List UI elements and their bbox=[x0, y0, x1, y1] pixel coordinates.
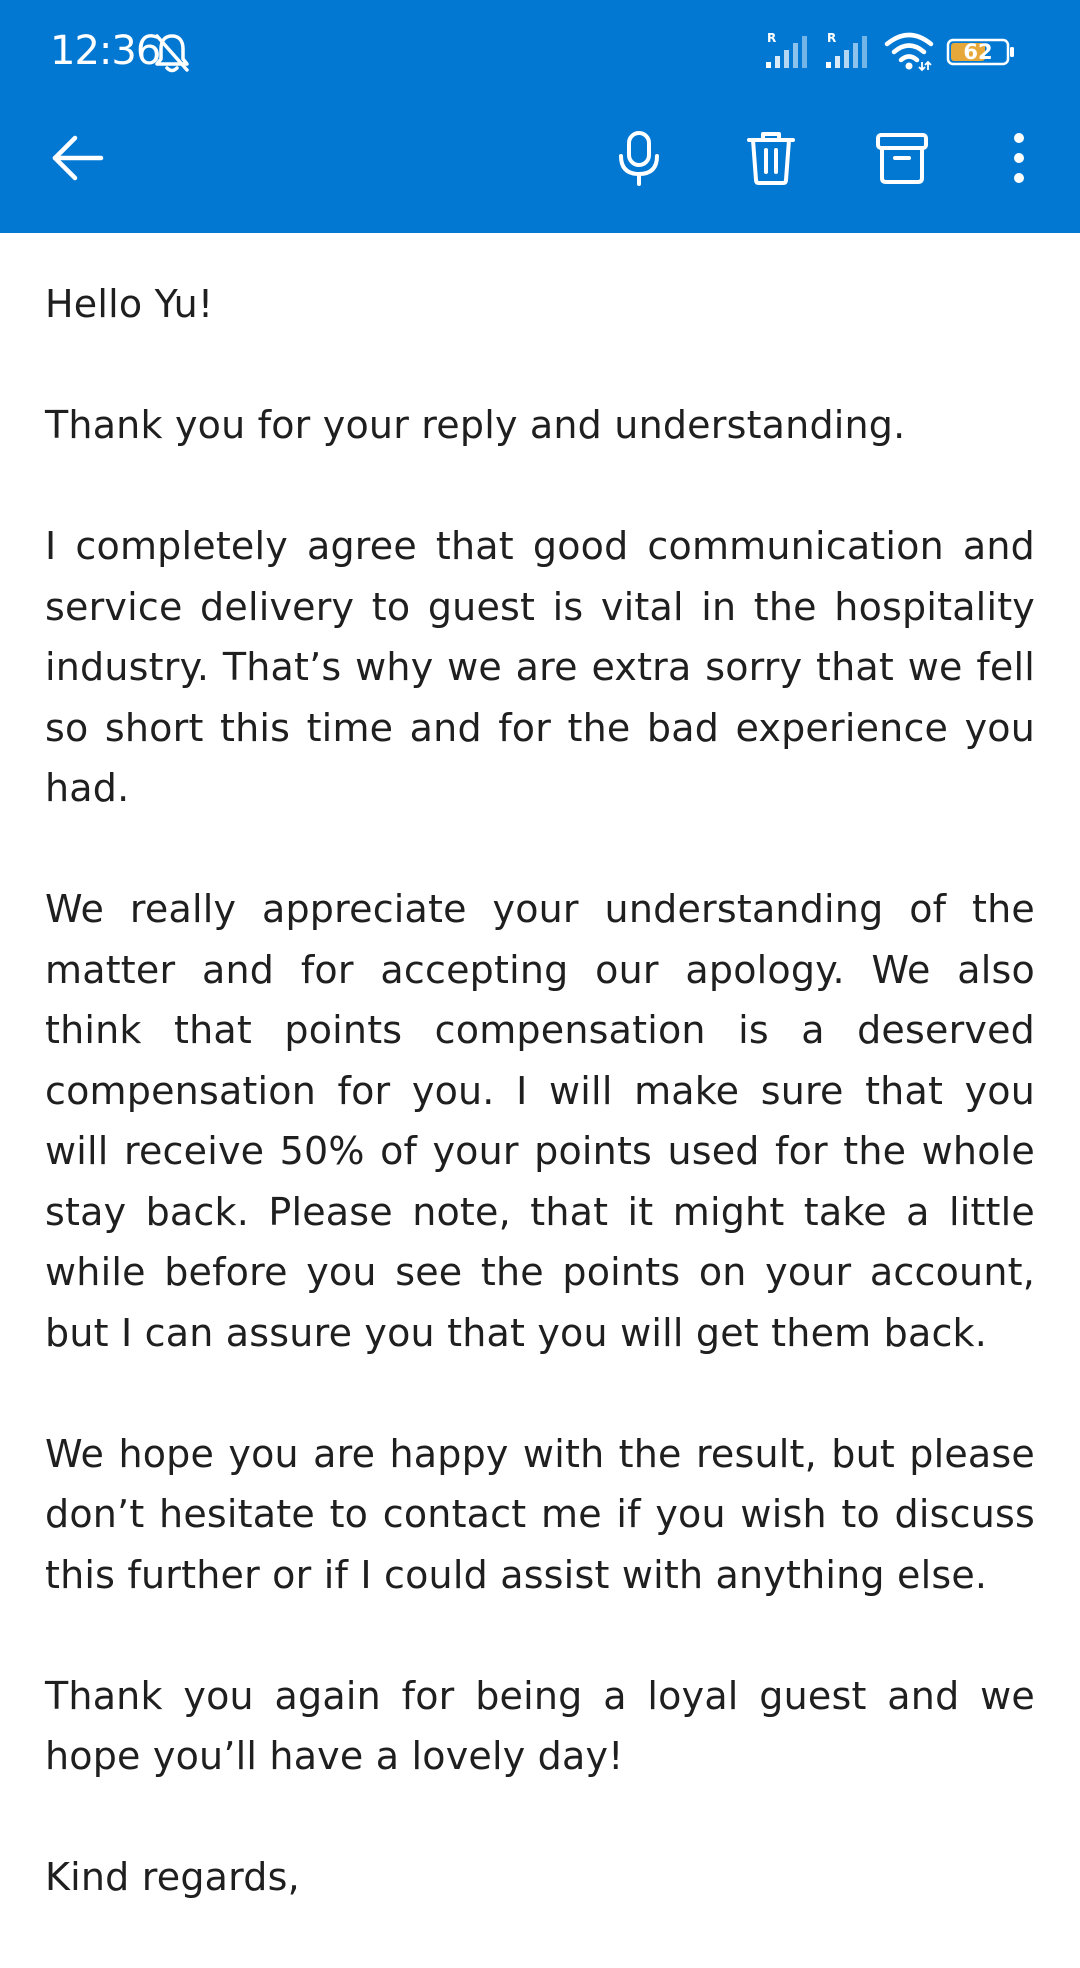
signal-roaming-icon bbox=[824, 30, 874, 70]
battery-level: 62 bbox=[963, 40, 993, 64]
trash-icon bbox=[741, 128, 801, 188]
microphone-icon bbox=[609, 128, 669, 188]
arrow-left-icon bbox=[47, 128, 107, 188]
email-closing: Kind regards, bbox=[45, 1855, 300, 1899]
back-button[interactable] bbox=[37, 118, 117, 198]
signal-roaming-icon bbox=[764, 30, 814, 70]
status-bar bbox=[0, 0, 1080, 105]
email-paragraph: I completely agree that good communication and service delivery to guest is vital in the hospitality industry. That’s why we are extra sorry that we fell so short this time and for the bad experience you had. bbox=[45, 524, 1035, 810]
email-paragraph: Thank you again for being a loyal guest and we hope you’ll have a lovely day! bbox=[45, 1673, 1035, 1778]
email-paragraph: Thank you for your reply and understanding. bbox=[45, 403, 906, 447]
email-greeting: Hello Yu! bbox=[45, 282, 214, 326]
archive-button[interactable] bbox=[862, 118, 942, 198]
archive-icon bbox=[872, 128, 932, 188]
svg-text:R: R bbox=[827, 31, 837, 45]
svg-text:R: R bbox=[767, 31, 777, 45]
email-paragraph: We hope you are happy with the result, but please don’t hesitate to contact me if you wish to discuss this further or if I could assist with anything else. bbox=[45, 1431, 1035, 1597]
app-header bbox=[0, 0, 1080, 233]
bell-off-icon bbox=[152, 32, 192, 74]
wifi-icon bbox=[884, 30, 934, 72]
status-time: 12:36 bbox=[50, 28, 161, 74]
email-paragraph: We really appreciate your understanding of the matter and for accepting our apology. We also think that points compensation is a deserved compensation for you. I will make sure that you will receive 50% of your points used for the whole stay back. Please note, that it might take a little while before you see the points on your account, but I can assure you that you will get them back. bbox=[45, 887, 1035, 1355]
more-vertical-icon bbox=[1004, 128, 1034, 188]
voice-read-button[interactable] bbox=[599, 118, 679, 198]
more-options-button[interactable] bbox=[979, 118, 1059, 198]
email-body bbox=[45, 274, 1035, 1968]
delete-button[interactable] bbox=[731, 118, 811, 198]
